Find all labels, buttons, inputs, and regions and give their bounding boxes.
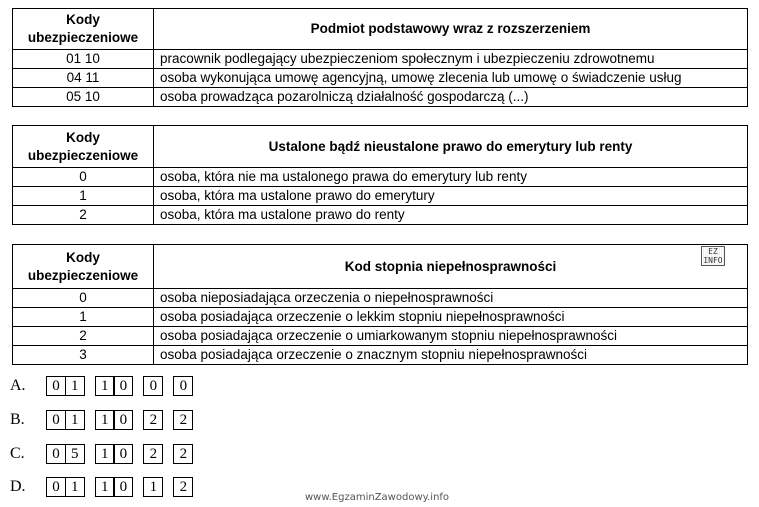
digit-box: 0 (113, 444, 133, 464)
digit-box: 1 (143, 477, 163, 497)
digit-box: 0 (113, 410, 133, 430)
digit-group (143, 477, 163, 497)
digit-box: 5 (65, 444, 85, 464)
digit-group (143, 444, 163, 464)
digit-box: 2 (143, 410, 163, 430)
digit-box: 2 (173, 410, 193, 430)
table-header-row (13, 245, 748, 289)
row-code: 3 (13, 346, 154, 365)
row-description: osoba posiadająca orzeczenie o lekkim stopniu niepełnosprawności (154, 308, 748, 327)
digit-group (173, 477, 193, 497)
row-code: 2 (13, 327, 154, 346)
code-table-2 (12, 125, 748, 225)
table-row (13, 168, 748, 187)
answer-option-c[interactable] (10, 443, 230, 465)
digit-box: 2 (143, 444, 163, 464)
row-description: osoba, która ma ustalone prawo do emerytury (154, 187, 748, 206)
row-description: osoba posiadająca orzeczenie o znacznym stopniu niepełnosprawności (154, 346, 748, 365)
header-description: Podmiot podstawowy wraz z rozszerzeniem (154, 9, 748, 50)
row-description: osoba wykonująca umowę agencyjną, umowę zlecenia lub umowę o świadczenie usług (154, 69, 748, 88)
digit-box: 1 (65, 376, 85, 396)
table-row (13, 327, 748, 346)
digit-group (143, 410, 163, 430)
table-row (13, 346, 748, 365)
digit-box: 0 (143, 376, 163, 396)
answer-letter: C. (10, 445, 25, 462)
row-description: osoba, która nie ma ustalonego prawa do emerytury lub renty (154, 168, 748, 187)
table-row (13, 289, 748, 308)
table-row (13, 88, 748, 107)
row-code: 05 10 (13, 88, 154, 107)
digit-box: 0 (113, 376, 133, 396)
header-code: Kody ubezpieczeniowe (13, 126, 154, 168)
code-table-1 (12, 8, 748, 107)
answer-letter: D. (10, 478, 26, 495)
answer-option-a[interactable] (10, 375, 230, 397)
table-header-row (13, 126, 748, 168)
header-description: Kod stopnia niepełnosprawności (154, 245, 748, 289)
digit-group (173, 444, 193, 464)
digit-box: 0 (46, 444, 66, 464)
digit-box: 1 (95, 376, 115, 396)
digit-box: 1 (65, 477, 85, 497)
row-description: pracownik podlegający ubezpieczeniom społecznym i ubezpieczeniu zdrowotnemu (154, 50, 748, 69)
table-row (13, 187, 748, 206)
row-description: osoba nieposiadająca orzeczenia o niepełnosprawności (154, 289, 748, 308)
row-code: 1 (13, 308, 154, 327)
row-code: 04 11 (13, 69, 154, 88)
digit-box: 1 (95, 444, 115, 464)
digit-group (95, 410, 134, 430)
row-code: 0 (13, 168, 154, 187)
digit-group (95, 376, 134, 396)
digit-group (95, 444, 134, 464)
digit-group (173, 410, 193, 430)
table-row (13, 206, 748, 225)
row-code: 01 10 (13, 50, 154, 69)
digit-box: 2 (173, 477, 193, 497)
row-description: osoba, która ma ustalone prawo do renty (154, 206, 748, 225)
digit-box: 1 (95, 477, 115, 497)
header-code: Kody ubezpieczeniowe (13, 9, 154, 50)
digit-box: 0 (113, 477, 133, 497)
digit-box: 0 (46, 376, 66, 396)
digit-box: 2 (173, 444, 193, 464)
header-description: Ustalone bądź nieustalone prawo do emerytury lub renty (154, 126, 748, 168)
digit-group (46, 477, 85, 497)
row-description: osoba posiadająca orzeczenie o umiarkowanym stopniu niepełnosprawności (154, 327, 748, 346)
table-header-row (13, 9, 748, 50)
ez-info-logo: EZ INFO (701, 246, 725, 266)
row-code: 2 (13, 206, 154, 225)
answer-letter: B. (10, 411, 25, 428)
watermark: www.EgzaminZawodowy.info (305, 492, 450, 503)
answer-option-b[interactable] (10, 409, 230, 431)
table-row (13, 50, 748, 69)
row-code: 1 (13, 187, 154, 206)
digit-group (95, 477, 134, 497)
code-table-3 (12, 244, 748, 365)
digit-group (173, 376, 193, 396)
digit-box: 0 (46, 410, 66, 430)
table-row (13, 308, 748, 327)
table-row (13, 69, 748, 88)
digit-box: 0 (173, 376, 193, 396)
row-description: osoba prowadząca pozarolniczą działalność gospodarczą (...) (154, 88, 748, 107)
header-code: Kody ubezpieczeniowe (13, 245, 154, 289)
digit-box: 1 (95, 410, 115, 430)
digit-group (46, 410, 85, 430)
digit-group (46, 376, 85, 396)
digit-box: 1 (65, 410, 85, 430)
answer-letter: A. (10, 377, 26, 394)
answer-option-d[interactable] (10, 476, 230, 498)
row-code: 0 (13, 289, 154, 308)
digit-group (46, 444, 85, 464)
digit-group (143, 376, 163, 396)
digit-box: 0 (46, 477, 66, 497)
